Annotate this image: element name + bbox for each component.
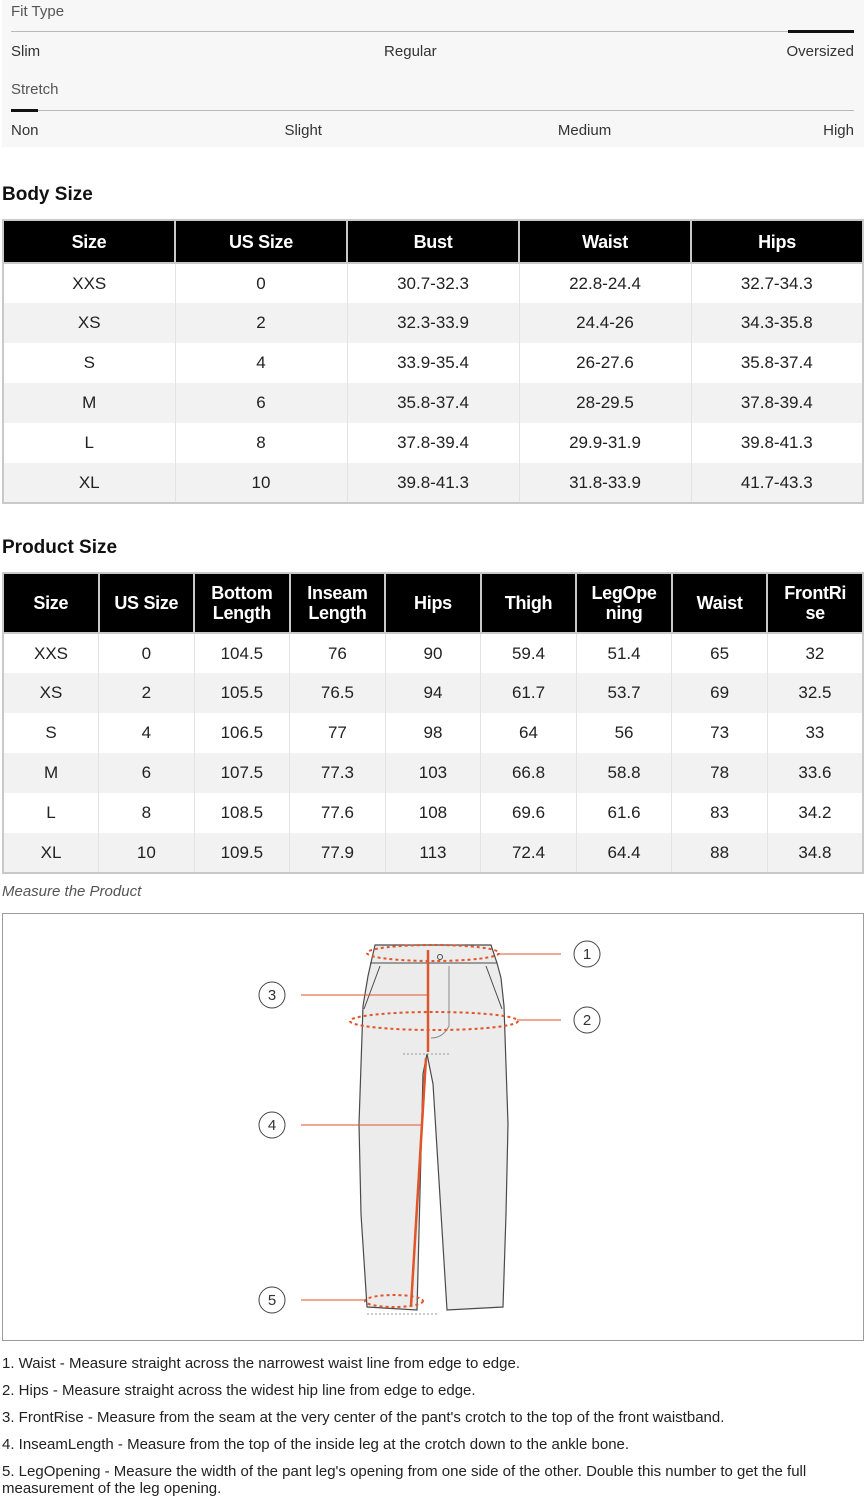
fit-label-oversized: Oversized (786, 43, 854, 60)
table-cell: 34.8 (767, 833, 863, 873)
column-header (481, 573, 577, 633)
note-inseam-length: 4. InseamLength - Measure from the top of the inside leg at the crotch down to the ankle bone. (2, 1436, 630, 1453)
table-cell: S (3, 343, 175, 383)
table-cell: 33 (767, 713, 863, 753)
column-header-line: US Size (114, 593, 179, 613)
table-cell: 32.7-34.3 (691, 263, 863, 303)
table-cell: 66.8 (481, 753, 577, 793)
table-row (3, 303, 863, 343)
column-header (672, 573, 768, 633)
table-cell: 76 (290, 633, 386, 673)
table-cell: 0 (175, 263, 347, 303)
table-row (3, 383, 863, 423)
column-header-line: FrontRi (784, 583, 847, 603)
column-header (3, 573, 99, 633)
table-row (3, 833, 863, 873)
table-cell: 58.8 (576, 753, 672, 793)
stretch-label-non: Non (11, 122, 39, 139)
table-cell: 33.6 (767, 753, 863, 793)
fit-type-scale (11, 31, 854, 32)
column-header-line: Size (33, 593, 69, 613)
table-cell: 98 (385, 713, 481, 753)
table-cell: 2 (99, 673, 195, 713)
callout-number: 1 (582, 946, 592, 963)
fit-type-title: Fit Type (11, 3, 65, 20)
table-cell: 77 (290, 713, 386, 753)
table-cell: 32.3-33.9 (347, 303, 519, 343)
body-size-header-row (3, 220, 863, 263)
column-header-line: LegOpe (591, 583, 657, 603)
table-cell: 4 (99, 713, 195, 753)
stretch-label-medium: Medium (557, 122, 612, 139)
table-row (3, 793, 863, 833)
column-header-line: Inseam (307, 583, 368, 603)
table-cell: 22.8-24.4 (519, 263, 691, 303)
callout-number: 4 (267, 1117, 277, 1134)
product-size-header-row (3, 573, 863, 633)
stretch-scale (11, 110, 854, 111)
table-cell: XXS (3, 263, 175, 303)
fit-label-regular: Regular (384, 43, 437, 60)
fit-stretch-panel (2, 0, 864, 147)
fit-type-selected-marker (788, 30, 854, 33)
table-cell: 34.3-35.8 (691, 303, 863, 343)
column-header-line: Length (212, 603, 271, 623)
table-row (3, 423, 863, 463)
table-cell: 2 (175, 303, 347, 343)
table-cell: 32.5 (767, 673, 863, 713)
table-cell: XL (3, 833, 99, 873)
table-cell: 56 (576, 713, 672, 753)
table-cell: 103 (385, 753, 481, 793)
table-cell: 77.3 (290, 753, 386, 793)
table-cell: 77.6 (290, 793, 386, 833)
table-cell: 37.8-39.4 (347, 423, 519, 463)
table-cell: XXS (3, 633, 99, 673)
table-cell: M (3, 753, 99, 793)
table-cell: 76.5 (290, 673, 386, 713)
table-cell: 31.8-33.9 (519, 463, 691, 503)
column-header (576, 573, 672, 633)
callout-2 (574, 1007, 600, 1033)
table-cell: L (3, 793, 99, 833)
table-cell: 61.6 (576, 793, 672, 833)
table-cell: 37.8-39.4 (691, 383, 863, 423)
table-cell: 4 (175, 343, 347, 383)
callout-number: 2 (582, 1012, 592, 1029)
column-header-line: Length (308, 603, 367, 623)
column-header-line: Thigh (504, 593, 553, 613)
table-cell: M (3, 383, 175, 423)
column-header (194, 573, 290, 633)
table-cell: 65 (672, 633, 768, 673)
table-cell: 108.5 (194, 793, 290, 833)
table-cell: 8 (99, 793, 195, 833)
column-header: Hips (691, 220, 863, 263)
note-hips: 2. Hips - Measure straight across the widest hip line from edge to edge. (2, 1382, 476, 1399)
table-row (3, 343, 863, 383)
column-header: Size (3, 220, 175, 263)
measure-notes (2, 1355, 852, 1497)
table-cell: 61.7 (481, 673, 577, 713)
table-cell: 94 (385, 673, 481, 713)
stretch-selected-marker (11, 109, 38, 112)
fit-label-slim: Slim (11, 43, 41, 60)
pants-outline-icon (359, 945, 508, 1310)
table-cell: 106.5 (194, 713, 290, 753)
table-cell: 30.7-32.3 (347, 263, 519, 303)
table-cell: 26-27.6 (519, 343, 691, 383)
table-cell: 73 (672, 713, 768, 753)
table-row (3, 713, 863, 753)
table-cell: 69 (672, 673, 768, 713)
body-size-title: Body Size (2, 184, 93, 205)
table-row (3, 263, 863, 303)
table-cell: 51.4 (576, 633, 672, 673)
table-cell: 104.5 (194, 633, 290, 673)
table-cell: 34.2 (767, 793, 863, 833)
table-cell: L (3, 423, 175, 463)
table-cell: 0 (99, 633, 195, 673)
table-cell: XS (3, 303, 175, 343)
table-cell: 77.9 (290, 833, 386, 873)
table-row (3, 753, 863, 793)
table-cell: 78 (672, 753, 768, 793)
column-header (767, 573, 863, 633)
table-cell: 41.7-43.3 (691, 463, 863, 503)
table-cell: 69.6 (481, 793, 577, 833)
fit-type-labels (11, 43, 854, 60)
table-cell: 24.4-26 (519, 303, 691, 343)
table-cell: 107.5 (194, 753, 290, 793)
table-cell: XS (3, 673, 99, 713)
note-leg-opening: 5. LegOpening - Measure the width of the pant leg's opening from one side of the other. Double this number to get the full measurement of the leg opening. (2, 1463, 807, 1497)
column-header-line: se (805, 603, 825, 623)
column-header-line: Bottom (211, 583, 273, 603)
column-header (290, 573, 386, 633)
table-row (3, 673, 863, 713)
table-cell: 53.7 (576, 673, 672, 713)
table-cell: 109.5 (194, 833, 290, 873)
callout-number: 5 (267, 1292, 277, 1309)
column-header-line: Waist (696, 593, 743, 613)
table-cell: 35.8-37.4 (691, 343, 863, 383)
table-cell: 33.9-35.4 (347, 343, 519, 383)
table-cell: 83 (672, 793, 768, 833)
table-cell: 64 (481, 713, 577, 753)
callout-3 (259, 982, 285, 1008)
stretch-labels (11, 122, 854, 139)
table-cell: 90 (385, 633, 481, 673)
column-header: Bust (347, 220, 519, 263)
table-cell: 29.9-31.9 (519, 423, 691, 463)
table-row (3, 633, 863, 673)
table-cell: 72.4 (481, 833, 577, 873)
table-cell: 35.8-37.4 (347, 383, 519, 423)
table-cell: 113 (385, 833, 481, 873)
product-size-table (2, 572, 864, 874)
column-header (99, 573, 195, 633)
table-cell: 88 (672, 833, 768, 873)
measure-diagram (2, 913, 864, 1341)
callout-1 (574, 941, 600, 967)
table-cell: 39.8-41.3 (691, 423, 863, 463)
stretch-label-slight: Slight (284, 122, 322, 139)
table-row (3, 463, 863, 503)
table-cell: 64.4 (576, 833, 672, 873)
callout-number: 3 (267, 987, 277, 1004)
table-cell: 32 (767, 633, 863, 673)
table-cell: 10 (175, 463, 347, 503)
table-cell: 108 (385, 793, 481, 833)
note-waist: 1. Waist - Measure straight across the narrowest waist line from edge to edge. (2, 1355, 521, 1372)
stretch-title: Stretch (11, 81, 59, 98)
column-header: US Size (175, 220, 347, 263)
table-cell: 8 (175, 423, 347, 463)
column-header-line: Hips (414, 593, 452, 613)
table-cell: XL (3, 463, 175, 503)
note-front-rise: 3. FrontRise - Measure from the seam at the very center of the pant's crotch to the top of the front waistband. (2, 1409, 725, 1426)
measure-caption: Measure the Product (2, 883, 142, 900)
table-cell: S (3, 713, 99, 753)
stretch-label-high: High (823, 122, 854, 139)
table-cell: 28-29.5 (519, 383, 691, 423)
table-cell: 6 (175, 383, 347, 423)
table-cell: 59.4 (481, 633, 577, 673)
column-header-line: ning (605, 603, 643, 623)
table-cell: 105.5 (194, 673, 290, 713)
callout-5 (259, 1287, 285, 1313)
column-header (385, 573, 481, 633)
column-header: Waist (519, 220, 691, 263)
table-cell: 10 (99, 833, 195, 873)
body-size-table (2, 219, 864, 504)
table-cell: 6 (99, 753, 195, 793)
pants-diagram (3, 914, 863, 1340)
product-size-title: Product Size (2, 537, 118, 558)
callout-4 (259, 1112, 285, 1138)
table-cell: 39.8-41.3 (347, 463, 519, 503)
